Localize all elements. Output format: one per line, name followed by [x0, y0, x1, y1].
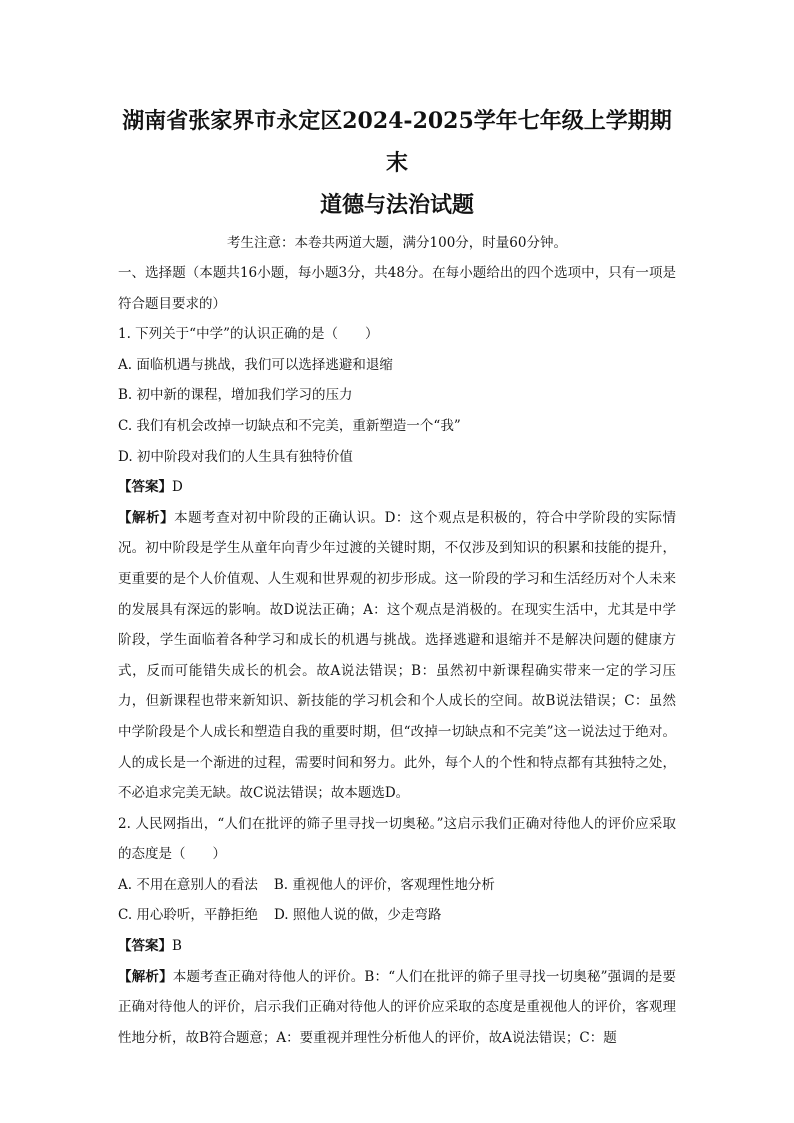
answer-value: B	[172, 938, 182, 955]
question-stem: 1. 下列关于“中学”的认识正确的是（ ）	[118, 326, 379, 343]
answer-label: 【答案】	[118, 479, 172, 496]
analysis-text: 本题考查对初中阶段的正确认识。D：这个观点是积极的，符合中学阶段的实际情况。初中阶段是学生从童年向青少年过渡的关键时期，不仅涉及到知识的积累和技能的提升，更重要的是个人价值观、人生观和世界观的初步形成。这一阶段的学习和生活经历对个人未来的发展具有深远的影响。故D说法正确；A：这个观点是消极的。在现实生活中，尤其是中学阶段，学生面临着各种学习和成长的机遇与挑战。选择逃避和退缩并不是解决问题的健康方式，反而可能错失成长的机会。故A说法错误；B：虽然初中新课程确实带来一定的学习压力，但新课程也带来新知识、新技能的学习机会和个人成长的空间。故B说法错误；C：虽然中学阶段是个人成长和塑造自我的重要时期，但“改掉一切缺点和不完美”这一说法过于绝对。人的成长是一个渐进的过程，需要时间和努力。此外，每个人的个性和特点都有其独特之处，不必追求完美无缺。故C说法错误；故本题选D。	[118, 509, 676, 802]
options-row-1	[118, 870, 676, 901]
exam-title-line-2: 道德与法治试题	[319, 192, 474, 218]
answer-line	[118, 472, 676, 503]
analysis-label: 【解析】	[118, 509, 175, 526]
analysis-paragraph	[118, 503, 676, 809]
question-option-d: D. 照他人说的做，少走弯路	[273, 907, 442, 924]
analysis-paragraph	[118, 962, 676, 1054]
question-option-a: A. 不用在意别人的看法	[118, 876, 258, 893]
section-heading: 一、选择题（本题共16小题，每小题3分，共48分。在每小题给出的四个选项中，只有一项是符合题目要求的）	[118, 265, 676, 312]
question-option-d: D. 初中阶段对我们的人生具有独特价值	[118, 448, 353, 465]
question-1	[118, 319, 676, 809]
options-row-2	[118, 900, 676, 931]
question-option-b: B. 初中新的课程，增加我们学习的压力	[118, 387, 353, 404]
exam-notice: 考生注意：本卷共两道大题，满分100分，时量60分钟。	[227, 235, 567, 251]
question-option-c: C. 用心聆听，平静拒绝	[118, 907, 258, 924]
question-option-a: A. 面临机遇与挑战，我们可以选择逃避和退缩	[118, 356, 393, 373]
question-stem: 2. 人民网指出，“人们在批评的筛子里寻找一切奥秘。”这启示我们正确对待他人的评价应采取的态度是（ ）	[118, 815, 676, 863]
answer-value: D	[172, 479, 183, 496]
document-content	[118, 100, 676, 1053]
question-option-b: B. 重视他人的评价，客观理性地分析	[273, 876, 495, 893]
question-option-c: C. 我们有机会改掉一切缺点和不完美，重新塑造一个“我”	[118, 417, 461, 434]
analysis-text: 本题考查正确对待他人的评价。B：“人们在批评的筛子里寻找一切奥秘”强调的是要正确对待他人的评价，启示我们正确对待他人的评价应采取的态度是重视他人的评价，客观理性地分析，故B符合题意；A：要重视并理性分析他人的评价，故A说法错误；C：题	[118, 968, 676, 1046]
answer-line	[118, 931, 676, 962]
exam-title-line-1: 湖南省张家界市永定区2024-2025学年七年级上学期期末	[122, 108, 672, 176]
analysis-label: 【解析】	[118, 968, 173, 985]
answer-label: 【答案】	[118, 938, 172, 955]
question-2	[118, 809, 676, 1054]
